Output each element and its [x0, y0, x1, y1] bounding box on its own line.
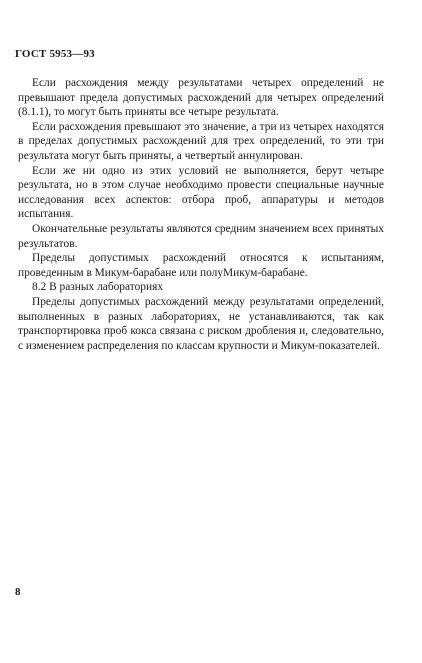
- paragraph-four-results: Если расхождения между результатами четырех определений не превышают предела допустимых расхождений для четырех определений (8.1.1), то могут быть приняты все четыре результата.: [18, 77, 384, 119]
- paragraph-final-results: Окончательные результаты являются средним значением всех принятых результатов.: [18, 222, 384, 250]
- paragraph-three-results: Если расхождения превышают это значение, а три из четырех находятся в пределах допустимых расхождений для трех определений, то эти три результата могут быть приняты, а четвертый аннулирован.: [18, 120, 384, 162]
- document-header: ГОСТ 5953—93: [15, 48, 95, 60]
- paragraph-different-labs: Пределы допустимых расхождений между результатами определений, выполненных в разных лабораториях, не устанавливаются, так как транспортировка проб кокса связана с риском дробления и, следовательно, с изменением распределения по классам крупности и Микум-показателей.: [18, 295, 384, 352]
- paragraph-micum-drum: Пределы допустимых расхождений относятся к испытаниям, проведенным в Микум-барабане или полуМикум-барабане.: [18, 252, 384, 279]
- page-number: 8: [15, 586, 21, 598]
- document-body: [18, 76, 384, 353]
- section-heading-8-2: 8.2 В разных лабораториях: [32, 281, 164, 294]
- paragraph-special-research: Если же ни одно из этих условий не выполняется, берут четыре результата, но в этом случае необходимо провести специальные научные исследования всех аспектов: отбора проб, аппаратуры и методов испытания.: [18, 164, 384, 221]
